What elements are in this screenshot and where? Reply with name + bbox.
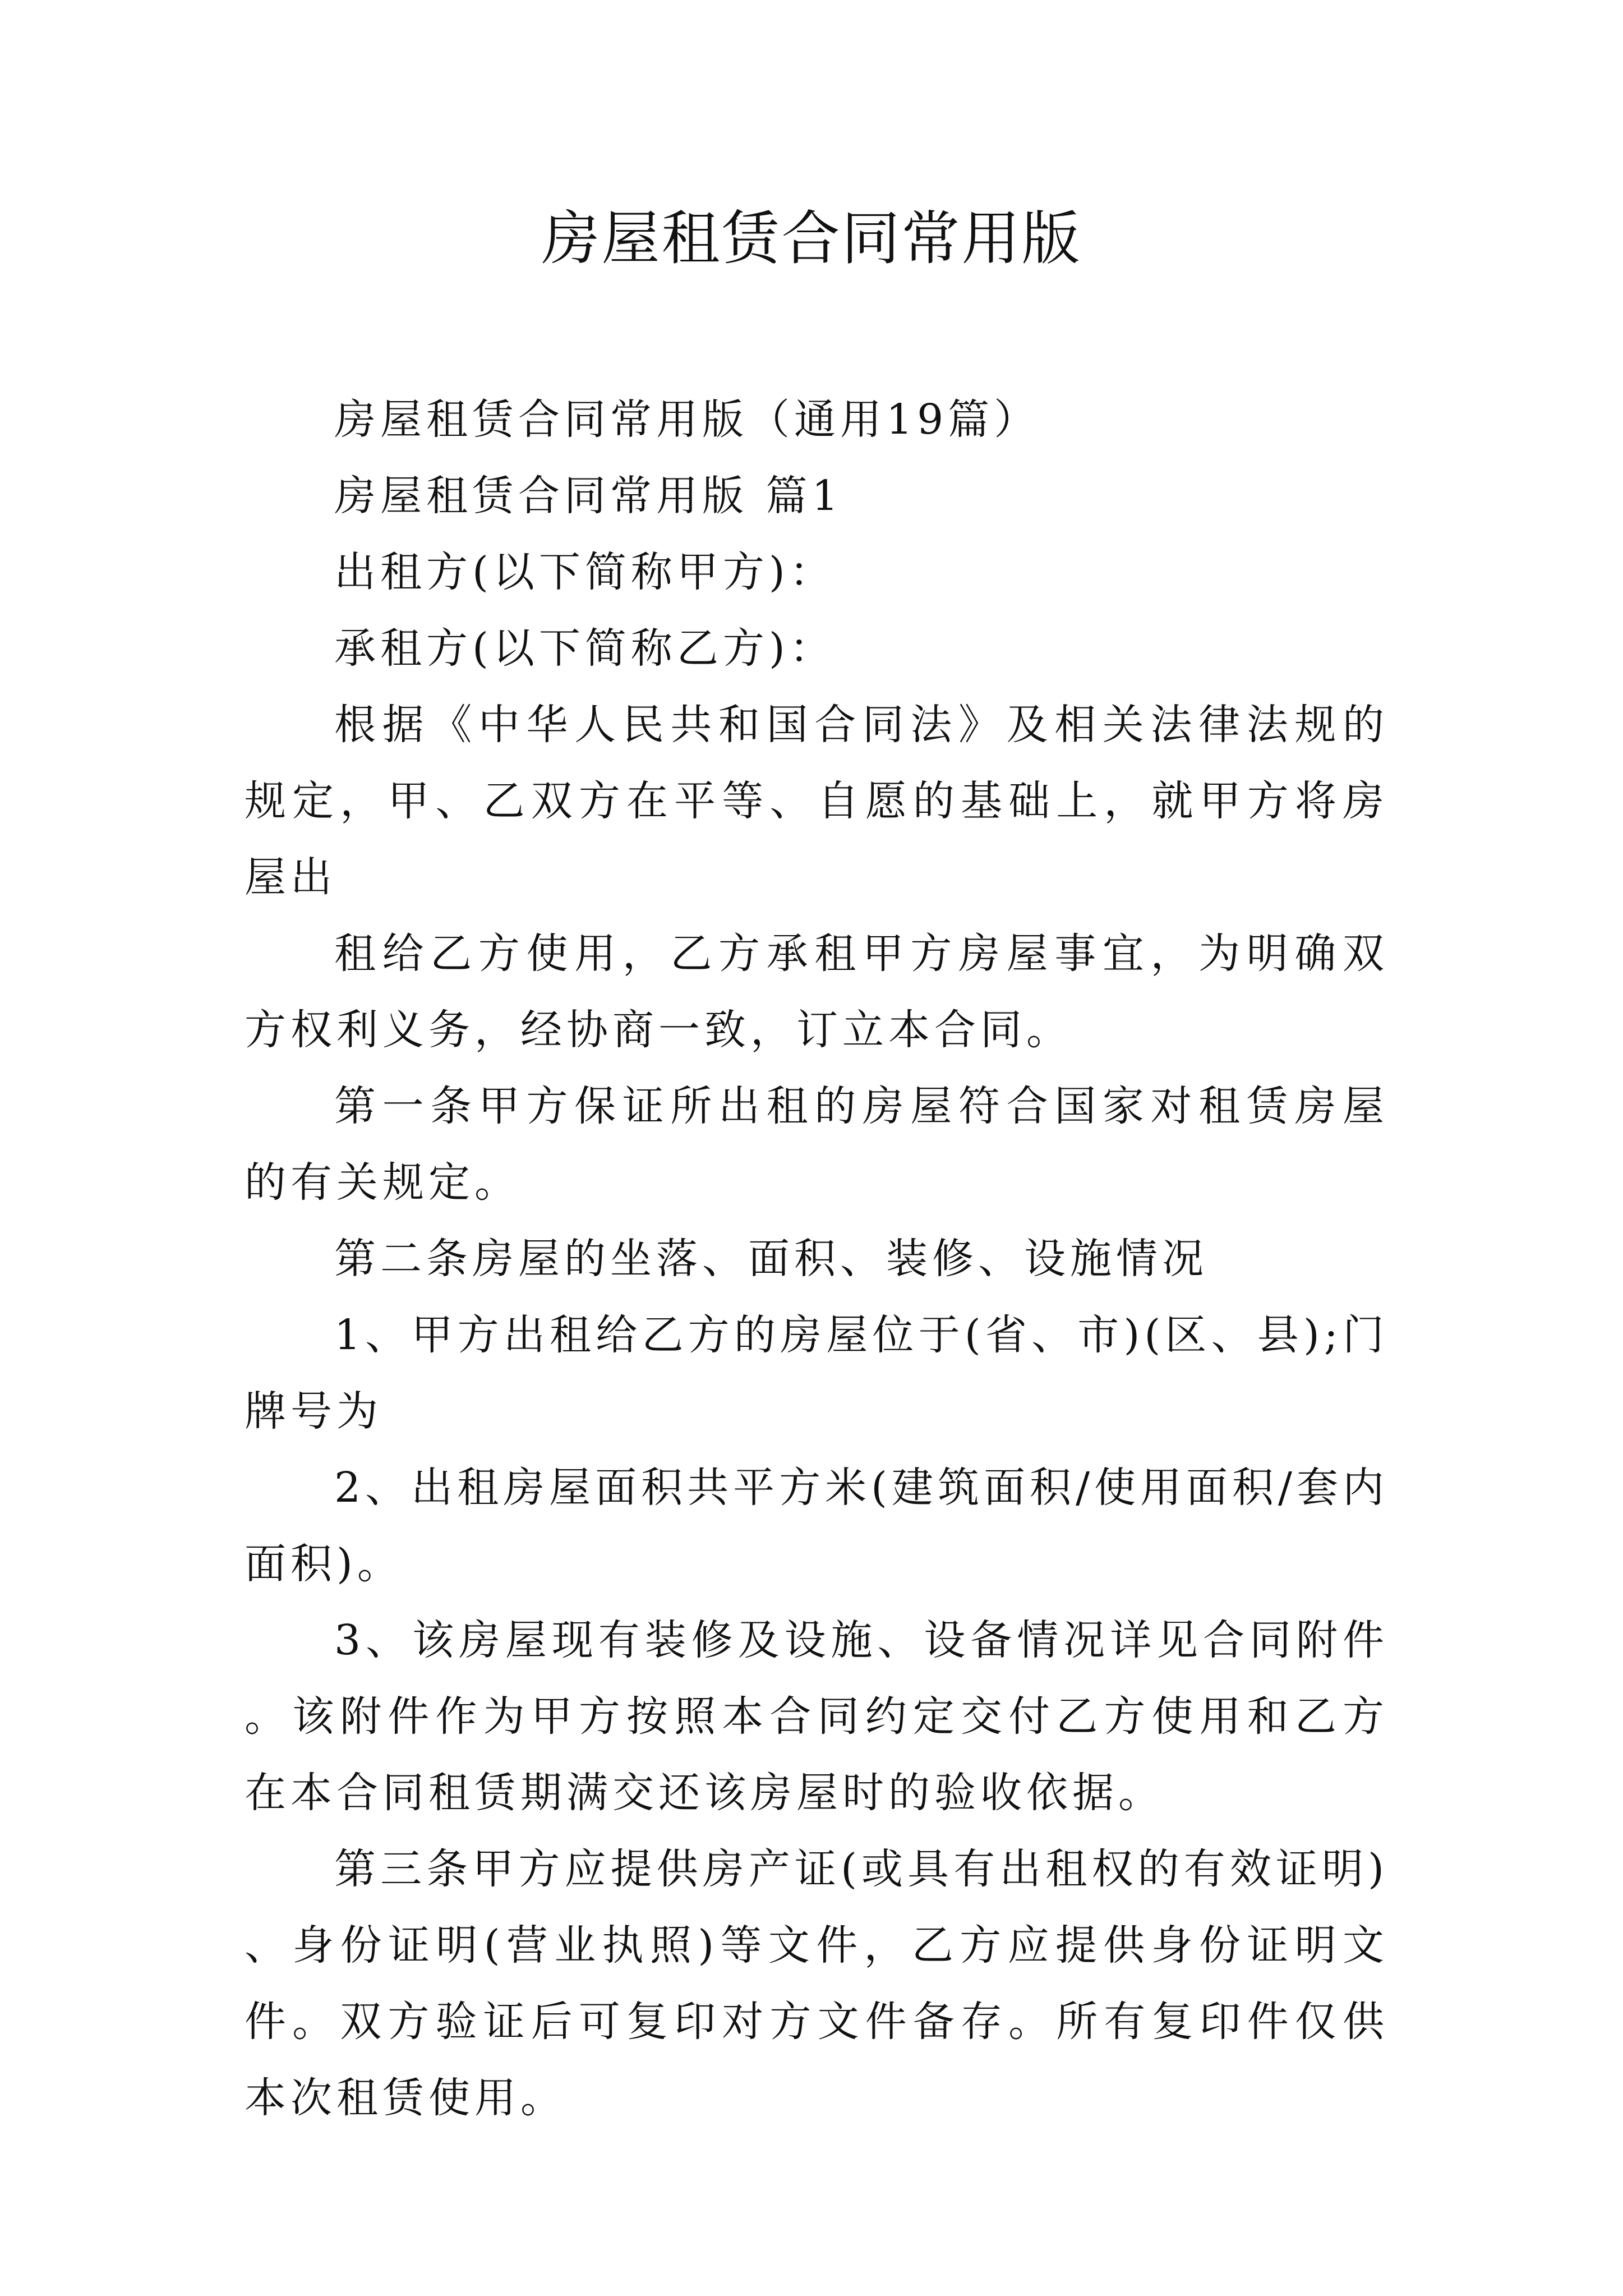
paragraph-legal-basis: 根据《中华人民共和国合同法》及相关法律法规的规定，甲、乙双方在平等、自愿的基础上，就甲方将房屋出 bbox=[245, 701, 1389, 901]
paragraph-article-3: 第三条甲方应提供房产证(或具有出租权的有效证明)、身份证明(营业执照)等文件，乙方应提供身份证明文件。双方验证后可复印对方文件备存。所有复印件仅供本次租赁使用。 bbox=[245, 1845, 1389, 2122]
paragraph-article-2-item-1: 1、甲方出租给乙方的房屋位于(省、市)(区、县);门牌号为 bbox=[245, 1311, 1389, 1435]
document-body bbox=[245, 381, 1389, 2136]
paragraph-article-2: 第二条房屋的坐落、面积、装修、设施情况 bbox=[334, 1235, 1208, 1283]
paragraph-lessor: 出租方(以下简称甲方)： bbox=[334, 548, 836, 596]
paragraph-subtitle: 房屋租赁合同常用版（通用19篇） bbox=[334, 395, 1040, 444]
paragraph-article-2-item-3: 3、该房屋现有装修及设施、设备情况详见合同附件。该附件作为甲方按照本合同约定交付乙方使用和乙方在本合同租赁期满交还该房屋时的验收依据。 bbox=[245, 1616, 1389, 1817]
document-title: 房屋租赁合同常用版 bbox=[541, 204, 1082, 273]
paragraph-article-2-item-2: 2、出租房屋面积共平方米(建筑面积/使用面积/套内面积)。 bbox=[245, 1464, 1389, 1588]
paragraph-purpose: 租给乙方使用，乙方承租甲方房屋事宜，为明确双方权利义务，经协商一致，订立本合同。 bbox=[245, 930, 1389, 1054]
paragraph-lessee: 承租方(以下简称乙方)： bbox=[334, 624, 836, 673]
paragraph-article-1: 第一条甲方保证所出租的房屋符合国家对租赁房屋的有关规定。 bbox=[245, 1082, 1389, 1207]
paragraph-section-heading: 房屋租赁合同常用版 篇1 bbox=[334, 472, 843, 520]
